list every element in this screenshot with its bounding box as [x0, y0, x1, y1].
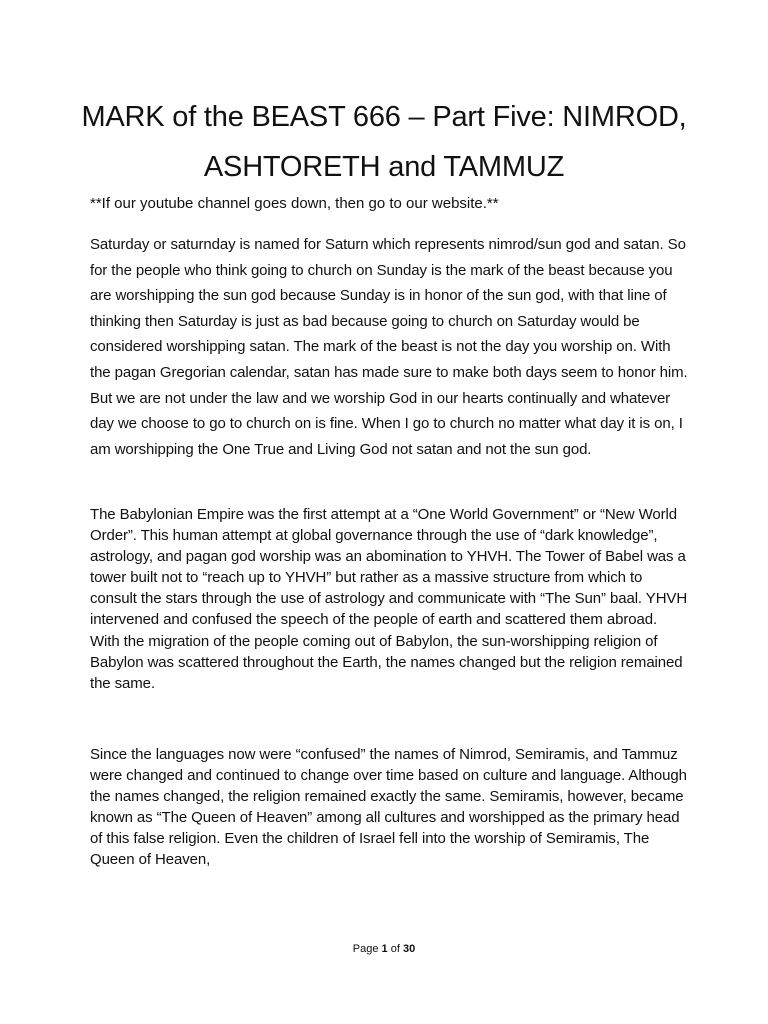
- page-number-footer: [0, 941, 768, 957]
- document-title: MARK of the BEAST 666 – Part Five: NIMROD, ASHTORETH and TAMMUZ: [81, 101, 687, 183]
- website-notice: **If our youtube channel goes down, then go to our website.**: [90, 195, 499, 212]
- paragraph-languages-confused: Since the languages now were “confused” the names of Nimrod, Semiramis, and Tammuz were changed and continued to change over time based on culture and language. Although the names changed, the religion remained exactly the same. Semiramis, however, became known as “The Queen of Heaven” among all cultures and worshipped as the primary head of this false religion. Even the children of Israel fell into the worship of Semiramis, The Queen of Heaven,: [90, 746, 687, 868]
- page-current: 1: [381, 943, 388, 955]
- page-of-label: of: [390, 943, 400, 955]
- page-total: 30: [402, 943, 416, 955]
- page-label: Page: [352, 943, 379, 955]
- paragraph-babylonian-empire: The Babylonian Empire was the first attempt at a “One World Government” or “New World Order”. This human attempt at global governance through the use of “dark knowledge”, astrology, and pagan god worship was an abomination to YHVH. The Tower of Babel was a tower built not to “reach up to YHVH” but rather as a massive structure from which to consult the stars through the use of astrology and communicate with “The Sun” baal. YHVH intervened and confused the speech of the people of earth and scattered them abroad. With the migration of the people coming out of Babylon, the sun-worshipping religion of Babylon was scattered throughout the Earth, the names changed but the religion remained the same.: [90, 506, 688, 692]
- paragraph-saturday: Saturday or saturnday is named for Saturn which represents nimrod/sun god and satan. So for the people who think going to church on Sunday is the mark of the beast because you are worshipping the sun god because Sunday is in honor of the sun god, with that line of thinking then Saturday is just as bad because going to church on Saturday would be considered worshipping satan. The mark of the beast is not the day you worship on. With the pagan Gregorian calendar, satan has made sure to make both days seem to honor him. But we are not under the law and we worship God in our hearts continually and whatever day we choose to go to church on is fine. When I go to church no matter what day it is on, I am worshipping the One True and Living God not satan and not the sun god.: [90, 236, 688, 458]
